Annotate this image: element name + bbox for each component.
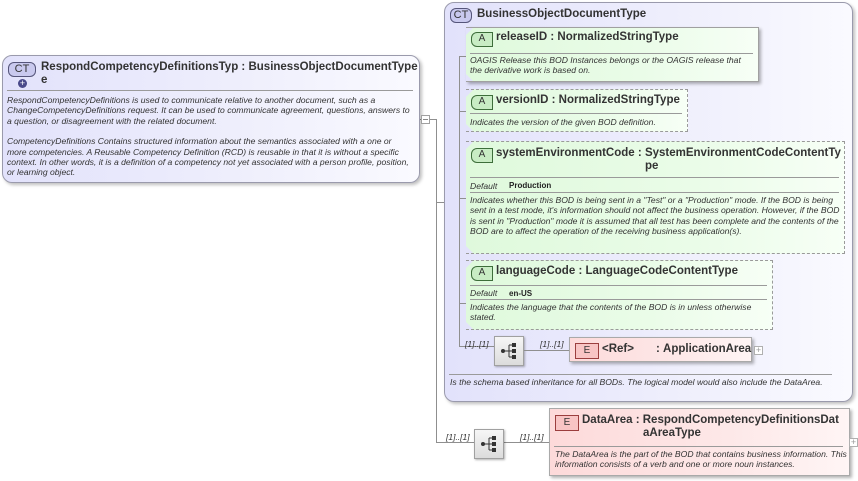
- default-value: Production: [509, 181, 552, 190]
- sequence-icon: [475, 430, 503, 458]
- seq-to-element-connector: [524, 350, 570, 351]
- root-type-description: RespondCompetencyDefinitions is used to communicate relative to another document, such as a ChangeCompetencyDefinitions request. It can be used to communicate agreement, questions, answers to a question, or disagreement with the related document. CompetencyDefinitions Contains structured information about the semantics associated with a one or more competencies. A Reusable Competency Definition (RCD) is reusable in that it is without a specific context. In other words, it is a definition of a competency not yet associated with a person profile, position, or learning object.: [7, 95, 410, 178]
- connector-to-data-seq: [436, 442, 474, 443]
- connector-data-seq-to-elem: [504, 442, 549, 443]
- base-type-title: BusinessObjectDocumentType: [477, 8, 647, 20]
- expand-toggle[interactable]: +: [850, 437, 857, 447]
- default-label: Default: [470, 288, 498, 298]
- data-element-multiplicity: [1]..[1]: [520, 432, 544, 442]
- attribute-systemenvironmentcode[interactable]: [466, 141, 845, 254]
- divider: [7, 90, 413, 91]
- element-dataarea[interactable]: [549, 408, 850, 476]
- divider: [449, 374, 832, 375]
- root-type-title: RespondCompetencyDefinitionsTyp : BusinessObjectDocumentType: [41, 61, 418, 73]
- complex-type-badge: CT: [450, 8, 472, 23]
- attribute-badge: A: [471, 148, 493, 163]
- default-value: en-US: [509, 289, 533, 298]
- element-title-wrap: aAreaType: [643, 427, 701, 439]
- element-multiplicity: [1]..[1]: [540, 339, 564, 349]
- element-badge: E: [555, 415, 579, 431]
- attribute-badge: A: [471, 32, 493, 47]
- attribute-title: releaseID : NormalizedStringType: [496, 31, 679, 43]
- attribute-title: systemEnvironmentCode : SystemEnvironmentCodeContentTy: [496, 147, 841, 159]
- data-sequence-multiplicity: [1]..[1]: [446, 432, 470, 442]
- element-title: <Ref> : ApplicationArea: [602, 343, 752, 355]
- sequence-icon: [495, 337, 523, 365]
- default-label: Default: [470, 181, 498, 191]
- divider: [554, 446, 843, 447]
- attribute-description: Indicates the language that the contents of the BOD is in unless otherwise stated.: [470, 302, 752, 323]
- divider: [470, 299, 767, 300]
- element-title: DataArea : RespondCompetencyDefinitionsDat: [582, 414, 839, 426]
- sequence-compositor[interactable]: [494, 336, 524, 366]
- plus-icon: +: [19, 78, 26, 88]
- attribute-releaseid[interactable]: [466, 27, 759, 82]
- attribute-badge: A: [471, 266, 493, 281]
- attribute-title-wrap: pe: [645, 160, 659, 172]
- attribute-description: Indicates whether this BOD is being sent in a "Test" or a "Production" mode. If the BOD is being sent in a test mode, it's information should not affect the business operation. However, if the BOD is sent in "Production" mode it is assumed that all test has been complete and the contents of the BOD are to affect the operation of the receiving business application(s).: [470, 195, 840, 237]
- data-sequence-compositor[interactable]: [474, 429, 504, 459]
- element-description: The DataArea is the part of the BOD that contains business information. This information consists of a verb and one or more noun instances.: [555, 449, 847, 470]
- divider: [470, 53, 753, 54]
- attribute-versionid[interactable]: [466, 89, 688, 132]
- element-badge: E: [575, 343, 599, 359]
- root-type-title-wrap: e: [41, 74, 48, 86]
- attribute-description: Indicates the version of the given BOD definition.: [470, 117, 656, 127]
- connector-to-base: [436, 202, 444, 203]
- attribute-languagecode[interactable]: [466, 260, 773, 330]
- attribute-title: versionID : NormalizedStringType: [496, 94, 680, 106]
- connector-trunk: [436, 119, 437, 442]
- divider: [470, 192, 839, 193]
- element-applicationarea[interactable]: [569, 337, 752, 362]
- root-complex-type[interactable]: [2, 55, 420, 183]
- sequence-multiplicity: [1]..[1]: [465, 339, 489, 349]
- base-type-description: Is the schema based inheritance for all BODs. The logical model would also include the DataArea.: [450, 377, 823, 387]
- attribute-description: OAGIS Release this BOD Instances belongs or the OAGIS release that the derivative work is based on.: [470, 55, 741, 76]
- divider: [470, 177, 839, 178]
- collapse-toggle[interactable]: [421, 115, 430, 124]
- divider: [470, 285, 767, 286]
- divider: [470, 113, 682, 114]
- attribute-title: languageCode : LanguageCodeContentType: [496, 265, 738, 277]
- complex-type-badge: CT+: [8, 62, 36, 77]
- attribute-badge: A: [471, 95, 493, 110]
- expand-toggle[interactable]: +: [755, 345, 762, 355]
